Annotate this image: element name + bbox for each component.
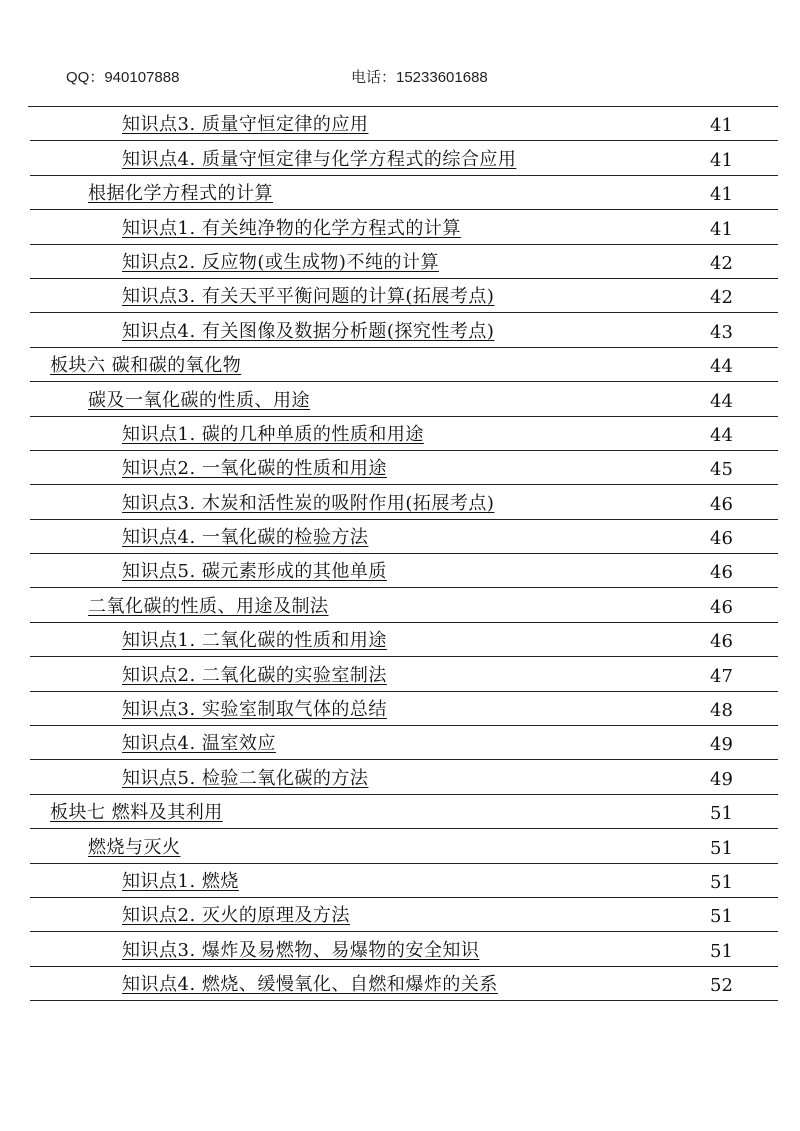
toc-entry [30,520,778,554]
toc-title: 板块六 碳和碳的氧化物 [50,355,242,377]
toc-page-number: 41 [710,115,733,137]
toc-page-number: 46 [710,631,733,653]
toc-entry [30,657,778,691]
toc-entry [30,279,778,313]
toc-title: 知识点1. 碳的几种单质的性质和用途 [122,423,424,445]
toc-entry [30,417,778,451]
toc-page-number: 49 [710,768,733,790]
toc-entry [30,898,778,932]
toc-title: 根据化学方程式的计算 [88,183,273,205]
toc-page-number: 42 [710,287,733,309]
toc-title: 知识点4. 质量守恒定律与化学方程式的综合应用 [122,148,517,170]
toc-chapter [30,382,778,416]
toc-page-number: 51 [710,803,733,825]
toc-page-number: 46 [710,493,733,515]
toc-title: 知识点1. 燃烧 [122,870,239,892]
toc-title: 知识点4. 燃烧、缓慢氧化、自燃和爆炸的关系 [122,974,498,996]
toc-chapter [30,829,778,863]
toc-chapter [30,588,778,622]
toc-page-number: 51 [710,940,733,962]
table-of-contents [0,107,800,1001]
toc-title: 知识点5. 碳元素形成的其他单质 [122,561,387,583]
toc-entry [30,554,778,588]
toc-entry [30,313,778,347]
toc-entry [30,932,778,966]
toc-page-number: 41 [710,184,733,206]
toc-page-number: 41 [710,218,733,240]
toc-section [30,348,778,382]
toc-title: 知识点3. 实验室制取气体的总结 [122,699,387,721]
toc-title: 知识点2. 反应物(或生成物)不纯的计算 [122,251,439,273]
toc-entry [30,864,778,898]
toc-entry [30,245,778,279]
toc-page-number: 49 [710,734,733,756]
toc-title: 知识点1. 有关纯净物的化学方程式的计算 [122,217,461,239]
toc-entry [30,967,778,1001]
toc-title: 知识点2. 二氧化碳的实验室制法 [122,664,387,686]
toc-title: 知识点4. 有关图像及数据分析题(探究性考点) [122,320,495,342]
toc-title: 知识点4. 一氧化碳的检验方法 [122,527,369,549]
toc-title: 板块七 燃料及其利用 [50,802,223,824]
toc-entry [30,485,778,519]
toc-page-number: 44 [710,390,733,412]
toc-title: 碳及一氧化碳的性质、用途 [88,389,310,411]
toc-title: 知识点4. 温室效应 [122,733,276,755]
qq-contact: QQ：940107888 [66,69,180,86]
toc-page-number: 46 [710,528,733,550]
phone-contact: 电话：15233601688 [351,69,488,86]
toc-page-number: 44 [710,356,733,378]
toc-entry [30,451,778,485]
toc-page-number: 45 [710,459,733,481]
toc-page-number: 44 [710,424,733,446]
page-header [0,66,800,90]
toc-entry [30,107,778,141]
toc-page-number: 43 [710,321,733,343]
toc-chapter [30,176,778,210]
toc-page-number: 46 [710,596,733,618]
toc-page-number: 51 [710,837,733,859]
toc-page-number: 48 [710,700,733,722]
toc-page-number: 51 [710,906,733,928]
toc-title: 知识点3. 有关天平平衡问题的计算(拓展考点) [122,286,495,308]
toc-title: 知识点1. 二氧化碳的性质和用途 [122,630,387,652]
toc-title: 二氧化碳的性质、用途及制法 [88,595,329,617]
toc-title: 知识点2. 一氧化碳的性质和用途 [122,458,387,480]
toc-title: 知识点5. 检验二氧化碳的方法 [122,767,369,789]
toc-entry [30,141,778,175]
toc-title: 燃烧与灭火 [88,836,181,858]
toc-title: 知识点3. 爆炸及易燃物、易爆物的安全知识 [122,939,480,961]
toc-page-number: 42 [710,252,733,274]
toc-page-number: 46 [710,562,733,584]
toc-page-number: 41 [710,149,733,171]
toc-section [30,795,778,829]
toc-page-number: 47 [710,665,733,687]
toc-title: 知识点3. 木炭和活性炭的吸附作用(拓展考点) [122,492,495,514]
toc-entry [30,760,778,794]
toc-entry [30,692,778,726]
toc-page-number: 52 [710,975,733,997]
toc-title: 知识点2. 灭火的原理及方法 [122,905,350,927]
toc-page-number: 51 [710,871,733,893]
toc-entry [30,623,778,657]
toc-title: 知识点3. 质量守恒定律的应用 [122,114,369,136]
toc-entry [30,726,778,760]
toc-entry [30,210,778,244]
